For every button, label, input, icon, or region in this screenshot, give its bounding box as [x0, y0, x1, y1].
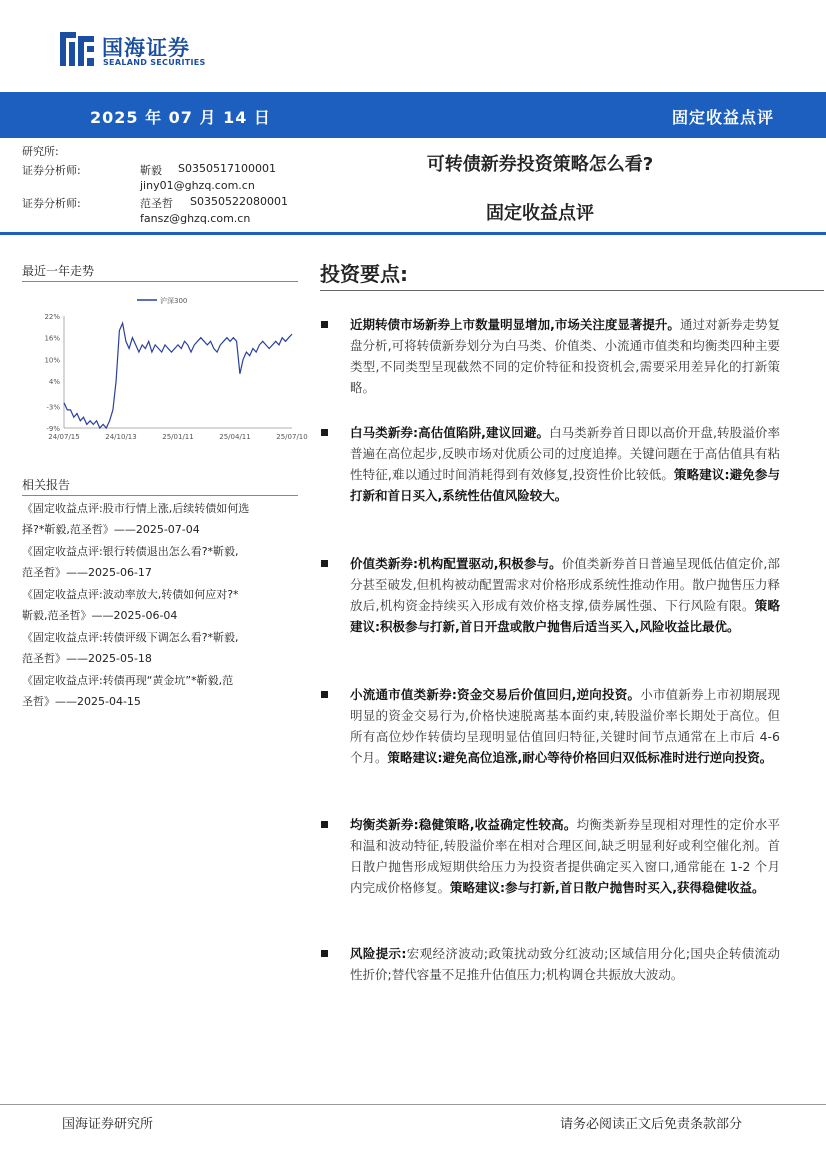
bullet-icon — [320, 816, 330, 826]
related-report-line: 靳毅,范圣哲》——2025-06-04 — [22, 609, 178, 622]
x-tick-label: 24/10/13 — [105, 433, 137, 441]
related-report-line: 范圣哲》——2025-06-17 — [22, 566, 152, 579]
related-report-line: 范圣哲》——2025-05-18 — [22, 652, 152, 665]
related-report-line: 《固定收益点评:转债再现“黄金坑”*靳毅,范 — [22, 674, 234, 687]
key-point — [350, 422, 780, 506]
institute-label: 研究所: — [22, 145, 59, 158]
bullet-icon — [320, 316, 330, 326]
y-tick-label: 10% — [44, 356, 60, 365]
brand-mark-icon — [58, 30, 98, 68]
related-report-item[interactable] — [22, 584, 298, 626]
key-point-lead: 风险提示: — [350, 946, 407, 961]
key-point-body: 小市值新券上市初期展现明显的资金交易行为,价格快速脱离基本面约束,转股溢价率长期处于高位。但所有高位炒作转债均呈现明显估值回归特征,关键时间节点通常在上市后 4-6 个月。 — [350, 687, 780, 765]
x-tick-label: 25/04/11 — [219, 433, 251, 441]
key-point-lead: 近期转债市场新券上市数量明显增加,市场关注度显著提升。 — [350, 317, 680, 332]
related-report-item[interactable] — [22, 627, 298, 669]
analyst-name: 范圣哲 — [140, 197, 173, 210]
report-date: 2025 年 07 月 14 日 — [90, 108, 271, 127]
legend-label: 沪深300 — [160, 297, 188, 305]
related-report-item[interactable] — [22, 670, 298, 712]
key-point-body: 白马类新券首日即以高价开盘,转股溢价率普遍在高位起步,反映市场对优质公司的过度追捧。关键问题在于高估值具有粘性特征,难以通过时间消耗得到有效修复,投资性价比较低。 — [350, 425, 780, 482]
x-tick-label: 25/01/11 — [162, 433, 194, 441]
key-point-lead: 白马类新券:高估值陷阱,建议回避。 — [350, 425, 550, 440]
trend-heading: 最近一年走势 — [22, 264, 95, 278]
header-divider — [0, 232, 826, 235]
series-line — [64, 323, 292, 428]
key-point-tail: 策略建议:避免高位追涨,耐心等待价格回归双低标准时进行逆向投资。 — [387, 750, 773, 765]
document-title: 可转债新券投资策略怎么看? — [426, 154, 654, 175]
trend-line-chart — [22, 290, 308, 450]
analyst-license: S0350517100001 — [178, 162, 276, 175]
x-tick-label: 25/07/10 — [276, 433, 308, 441]
analyst-role: 证券分析师: — [22, 164, 81, 177]
key-point-body: 宏观经济波动;政策扰动致分红波动;区域信用分化;国央企转债流动性折价;替代容量不足推升估值压力;机构调仓共振放大波动。 — [350, 946, 781, 982]
bullet-icon — [320, 555, 330, 565]
y-tick-label: 22% — [44, 313, 60, 321]
report-type: 固定收益点评 — [671, 108, 774, 127]
related-report-item[interactable] — [22, 541, 298, 583]
related-heading: 相关报告 — [22, 478, 71, 492]
key-point-body: 均衡类新券呈现相对理性的定价水平和温和波动特征,转股溢价率在相对合理区间,缺乏明显利好或利空催化剂。首日散户抛售形成短期供给压力为投资者提供确定买入窗口,通常能在 1-2 个月内完成价格修复。 — [350, 817, 780, 895]
key-point-lead: 均衡类新券:稳健策略,收益确定性较高。 — [350, 817, 577, 832]
related-report-line: 《固定收益点评:股市行情上涨,后续转债如何选 — [22, 502, 250, 515]
key-point-tail: 策略建议:积极参与打新,首日开盘或散户抛售后适当买入,风险收益比最优。 — [350, 598, 780, 634]
key-points-divider — [320, 290, 824, 291]
footer-disclaimer: 请务必阅读正文后免责条款部分 — [560, 1117, 743, 1132]
key-point-body: 通过对新券走势复盘分析,可将转债新券划分为白马类、价值类、小流通市值类和均衡类四种主要类型,不同类型呈现截然不同的定价特征和投资机会,需要采用差异化的打新策略。 — [350, 317, 780, 395]
sidebar-divider — [22, 281, 298, 282]
key-point — [350, 814, 780, 898]
x-tick-label: 24/07/15 — [48, 433, 80, 441]
related-report-line: 《固定收益点评:转债评级下调怎么看?*靳毅, — [22, 631, 239, 644]
brand-logo — [58, 30, 208, 70]
related-report-line: 择?*靳毅,范圣哲》——2025-07-04 — [22, 523, 200, 536]
related-report-line: 《固定收益点评:银行转债退出怎么看?*靳毅, — [22, 545, 239, 558]
footer-institute: 国海证券研究所 — [62, 1117, 154, 1132]
key-point — [350, 684, 780, 768]
brand-name-cn: 国海证券 — [102, 36, 190, 60]
footer-divider — [0, 1104, 826, 1105]
key-point-body: 价值类新券首日普遍呈现低估值定价,部分甚至破发,但机构被动配置需求对价格形成系统性推动作用。散户抛售压力释放后,机构资金持续买入形成有效价格支撑,债券属性强、下行风险有限。 — [350, 556, 780, 613]
related-report-line: 《固定收益点评:波动率放大,转债如何应对?* — [22, 588, 239, 601]
key-point — [350, 314, 780, 398]
key-point-tail: 策略建议:参与打新,首日散户抛售时买入,获得稳健收益。 — [450, 880, 765, 895]
bullet-icon — [320, 945, 330, 955]
sidebar-divider — [22, 495, 298, 496]
related-report-item[interactable] — [22, 498, 298, 540]
document-subtitle: 固定收益点评 — [486, 203, 594, 224]
key-point-lead: 小流通市值类新券:资金交易后价值回归,逆向投资。 — [350, 687, 641, 702]
analyst-email[interactable]: fansz@ghzq.com.cn — [140, 212, 251, 225]
key-point — [350, 943, 780, 985]
analyst-role: 证券分析师: — [22, 197, 81, 210]
analyst-email[interactable]: jiny01@ghzq.com.cn — [140, 179, 255, 192]
related-report-line: 圣哲》——2025-04-15 — [22, 695, 141, 708]
brand-name-en: SEALAND SECURITIES — [103, 58, 206, 67]
key-point-tail: 策略建议:避免参与打新和首日买入,系统性估值风险较大。 — [350, 467, 781, 503]
key-points-heading: 投资要点: — [320, 262, 408, 286]
bullet-icon — [320, 424, 330, 434]
y-tick-label: 16% — [44, 334, 60, 343]
analyst-name: 靳毅 — [140, 164, 162, 177]
y-tick-label: -9% — [46, 425, 60, 433]
key-point — [350, 553, 780, 637]
y-tick-label: 4% — [48, 378, 60, 387]
bullet-icon — [320, 686, 330, 696]
analyst-license: S0350522080001 — [190, 195, 288, 208]
key-point-lead: 价值类新券:机构配置驱动,积极参与。 — [350, 556, 562, 571]
y-tick-label: -3% — [46, 403, 60, 412]
header-banner — [0, 92, 826, 138]
